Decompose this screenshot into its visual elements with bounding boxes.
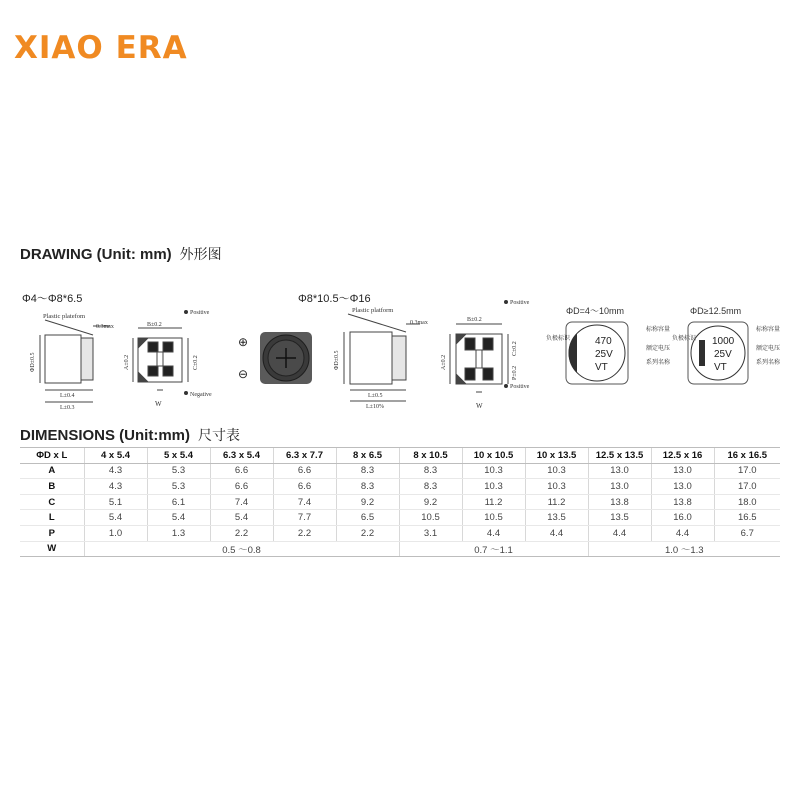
table-header-cell: 6.3 x 7.7: [273, 448, 336, 464]
dimensions-table: [20, 447, 780, 557]
cap-large-ann3: 额定电压: [756, 345, 781, 352]
table-cell: 10.3: [525, 463, 588, 479]
drawing-title-text: DRAWING (Unit: mm): [20, 246, 172, 263]
table-cell: 13.8: [588, 494, 651, 510]
table-cell: 6.7: [714, 525, 780, 541]
table-cell: 2.2: [273, 525, 336, 541]
drawing-caption-large: Φ8*10.5～Φ16: [298, 293, 371, 305]
label-l-04: L±0.4: [60, 393, 75, 399]
table-cell-span: 1.0 ～1.3: [588, 541, 780, 557]
table-cell: 11.2: [525, 494, 588, 510]
label-negative-small: Negative: [190, 392, 212, 398]
table-row: [20, 494, 780, 510]
drawing-section-title: [20, 244, 222, 264]
positive-marker-small: [184, 310, 188, 314]
table-cell: 13.0: [588, 479, 651, 495]
label-c-small: C±0.2: [193, 355, 199, 370]
table-cell: 1.3: [147, 525, 210, 541]
plus-symbol: ⊕: [238, 335, 249, 349]
top-view-capacitor: [260, 332, 312, 384]
table-cell: 10.5: [399, 510, 462, 526]
table-cell: 4.4: [462, 525, 525, 541]
table-cell: 18.0: [714, 494, 780, 510]
row-label: A: [20, 463, 84, 479]
table-cell: 5.3: [147, 463, 210, 479]
side-view-large: [344, 314, 420, 401]
dimensions-title-text: DIMENSIONS (Unit:mm): [20, 427, 190, 444]
table-row-w: [20, 541, 780, 557]
table-header-cell: 12.5 x 16: [651, 448, 714, 464]
table-cell: 10.3: [525, 479, 588, 495]
table-cell: 6.6: [210, 479, 273, 495]
label-c-large: C±0.2: [512, 341, 518, 356]
label-a-small: A±0.2: [124, 354, 130, 370]
cap-large-l3: VT: [714, 362, 727, 373]
table-cell: 13.5: [525, 510, 588, 526]
label-negative-large: Positive: [510, 384, 530, 390]
row-label: B: [20, 479, 84, 495]
cap-small-l1: 470: [595, 336, 612, 347]
positive-marker-large: [504, 300, 508, 304]
table-header-row: [20, 448, 780, 464]
table-cell: 16.0: [651, 510, 714, 526]
label-b-large: B±0.2: [467, 317, 482, 323]
brand-logo: XIAO ERA: [14, 30, 188, 66]
label-plastic-platform: Plastic platefom: [43, 313, 86, 320]
cap-large-ann1: 标称容量: [756, 326, 781, 333]
negative-marker-small: [184, 391, 188, 395]
table-cell: 17.0: [714, 479, 780, 495]
label-l-03: L±0.3: [60, 405, 75, 411]
table-cell: 5.4: [210, 510, 273, 526]
row-label: L: [20, 510, 84, 526]
table-cell: 7.4: [273, 494, 336, 510]
table-row: [20, 510, 780, 526]
table-cell: 13.0: [588, 463, 651, 479]
table-cell: 5.3: [147, 479, 210, 495]
table-cell: 11.2: [462, 494, 525, 510]
label-positive-small: Positive: [190, 310, 210, 316]
row-label: P: [20, 525, 84, 541]
table-cell: 8.3: [399, 479, 462, 495]
table-header-cell: 10 x 10.5: [462, 448, 525, 464]
table-cell: 9.2: [399, 494, 462, 510]
label-w-large: W: [476, 402, 483, 410]
table-cell: 6.6: [273, 479, 336, 495]
table-cell: 13.0: [651, 463, 714, 479]
label-p-large: P±0.2: [512, 365, 518, 380]
minus-symbol: ⊖: [238, 367, 249, 381]
label-od-2: ΦD±0.5: [334, 350, 340, 370]
table-cell: 4.4: [588, 525, 651, 541]
label-w-small: W: [155, 400, 162, 408]
row-label: C: [20, 494, 84, 510]
label-l-05: L±0.5: [368, 393, 383, 399]
table-cell: 4.4: [651, 525, 714, 541]
table-header-cell: 8 x 10.5: [399, 448, 462, 464]
table-row: [20, 479, 780, 495]
bottom-view-small: [133, 328, 188, 390]
table-cell-span: 0.7 ～1.1: [399, 541, 588, 557]
cap-large-ann2: 负极标识: [672, 335, 697, 342]
table-cell: 13.8: [651, 494, 714, 510]
label-a-large: A±0.2: [441, 354, 447, 370]
row-label: W: [20, 541, 84, 557]
label-positive-large: Positive: [510, 300, 530, 306]
table-cell: 6.1: [147, 494, 210, 510]
cap-small-ann1: 标称容量: [646, 326, 671, 333]
label-b-small: B±0.2: [147, 322, 162, 328]
table-cell: 6.5: [336, 510, 399, 526]
table-cell: 4.4: [525, 525, 588, 541]
label-max: 0.3max: [96, 324, 114, 330]
table-header-cell: 6.3 x 5.4: [210, 448, 273, 464]
label-l-10: L±10%: [366, 404, 384, 410]
cap-large-l2: 25V: [714, 349, 732, 360]
table-cell: 5.4: [84, 510, 147, 526]
table-cell: 6.6: [273, 463, 336, 479]
table-cell: 8.3: [336, 463, 399, 479]
cap-small-ann4: 系列名称: [646, 359, 671, 366]
table-cell: 17.0: [714, 463, 780, 479]
cap-large-l1: 1000: [712, 336, 735, 347]
table-cell: 16.5: [714, 510, 780, 526]
cap-small-l2: 25V: [595, 349, 613, 360]
label-max-2: 0.3max: [410, 320, 428, 326]
negative-marker-large: [504, 384, 508, 388]
table-cell: 5.1: [84, 494, 147, 510]
table-cell: 13.5: [588, 510, 651, 526]
table-cell: 10.3: [462, 463, 525, 479]
outline-drawing: [0, 280, 800, 420]
table-cell-span: 0.5 ～0.8: [84, 541, 399, 557]
table-cell: 3.1: [399, 525, 462, 541]
table-cell: 7.7: [273, 510, 336, 526]
table-row: [20, 525, 780, 541]
table-cell: 1.0: [84, 525, 147, 541]
table-cell: 8.3: [399, 463, 462, 479]
table-cell: 8.3: [336, 479, 399, 495]
table-header-cell: 12.5 x 13.5: [588, 448, 651, 464]
dimensions-title-cn: 尺寸表: [198, 428, 240, 444]
table-row: [20, 463, 780, 479]
table-header-size: ΦD x L: [20, 448, 84, 464]
cap-small-title: ΦD=4～10mm: [566, 306, 624, 316]
table-cell: 6.6: [210, 463, 273, 479]
bottom-view-large: [450, 324, 508, 392]
table-header-cell: 10 x 13.5: [525, 448, 588, 464]
table-cell: 13.0: [651, 479, 714, 495]
drawing-caption-small: Φ4～Φ8*6.5: [22, 293, 83, 305]
dimensions-section-title: [20, 425, 240, 445]
table-cell: 10.3: [462, 479, 525, 495]
table-cell: 4.3: [84, 479, 147, 495]
table-cell: 7.4: [210, 494, 273, 510]
label-od: ΦD±0.5: [30, 352, 36, 372]
drawing-title-cn: 外形图: [179, 247, 222, 263]
table-cell: 5.4: [147, 510, 210, 526]
cap-large-ann4: 系列名称: [756, 359, 781, 366]
cap-large-title: ΦD≥12.5mm: [690, 306, 742, 316]
label-plastic-platform-2: Plastic platform: [352, 307, 394, 314]
cap-small-ann2: 负极标识: [546, 335, 571, 342]
table-cell: 4.3: [84, 463, 147, 479]
table-cell: 9.2: [336, 494, 399, 510]
table-header-cell: 5 x 5.4: [147, 448, 210, 464]
cap-small-l3: VT: [595, 362, 608, 373]
cap-small-ann3: 额定电压: [646, 345, 671, 352]
side-view-small: [40, 320, 110, 402]
table-header-cell: 8 x 6.5: [336, 448, 399, 464]
table-cell: 2.2: [210, 525, 273, 541]
table-cell: 2.2: [336, 525, 399, 541]
table-header-cell: 16 x 16.5: [714, 448, 780, 464]
table-cell: 10.5: [462, 510, 525, 526]
table-header-cell: 4 x 5.4: [84, 448, 147, 464]
